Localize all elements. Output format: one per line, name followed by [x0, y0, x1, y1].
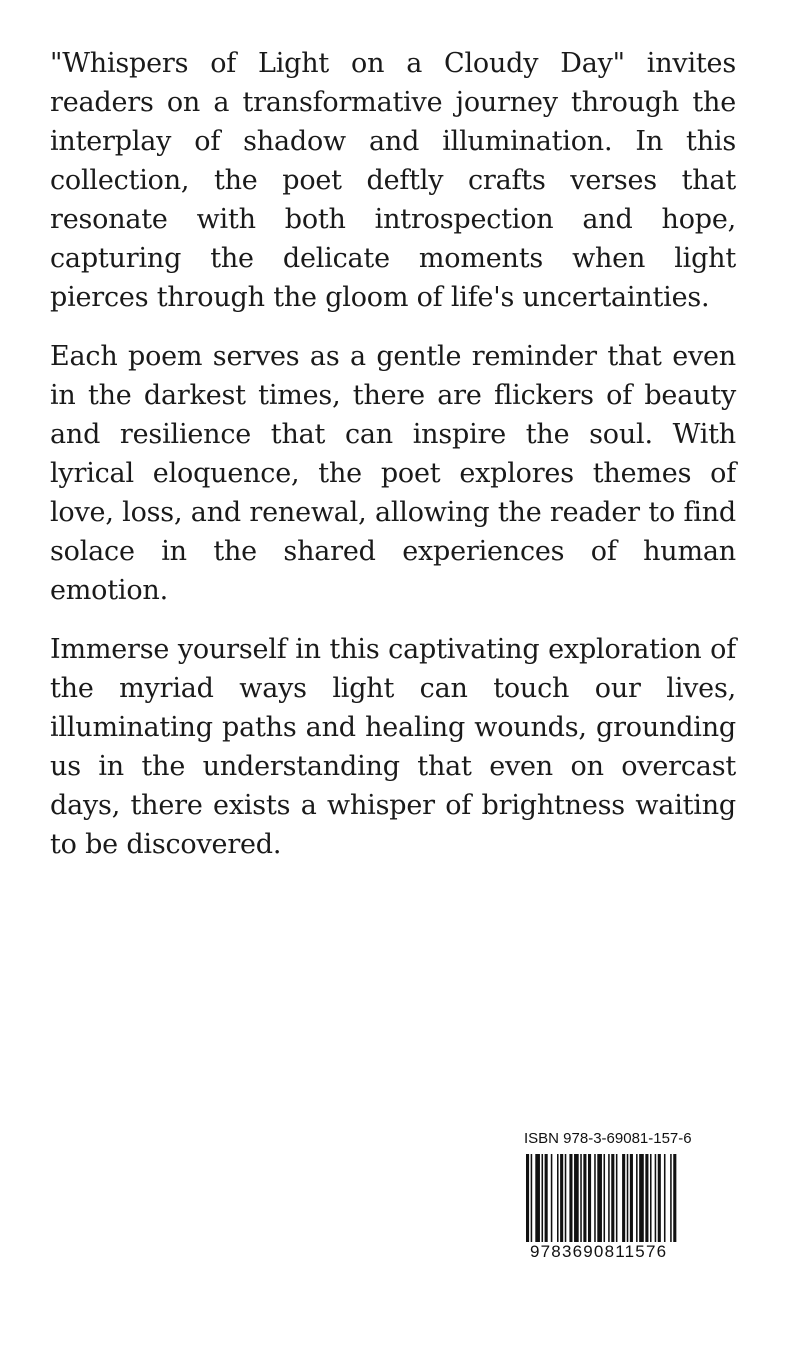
isbn-label: ISBN 978-3-69081-157-6 — [524, 1130, 692, 1147]
blurb-paragraph-2: Each poem serves as a gentle reminder that even in the darkest times, there are flickers of beauty and resilience that can inspire the soul. With lyrical eloquence, the poet explores themes of love, loss, and renewal, allowing the reader to find solace in the shared experiences of human emotion. — [50, 341, 736, 606]
isbn-barcode-block — [518, 1130, 704, 1280]
cover-blurb — [50, 44, 736, 884]
ean-digits: 9783690811576 — [526, 1242, 706, 1262]
blurb-paragraph-3: Immerse yourself in this captivating exploration of the myriad ways light can touch our lives, illuminating paths and healing wounds, grounding us in the understanding that even on overcast days, there exists a whisper of brightness waiting to be discovered. — [50, 634, 736, 860]
blurb-paragraph-1: "Whispers of Light on a Cloudy Day" invites readers on a transformative journey through the interplay of shadow and illumination. In this collection, the poet deftly crafts verses that resonate with both introspection and hope, capturing the delicate moments when light pierces through the gloom of life's uncertainties. — [50, 48, 736, 313]
